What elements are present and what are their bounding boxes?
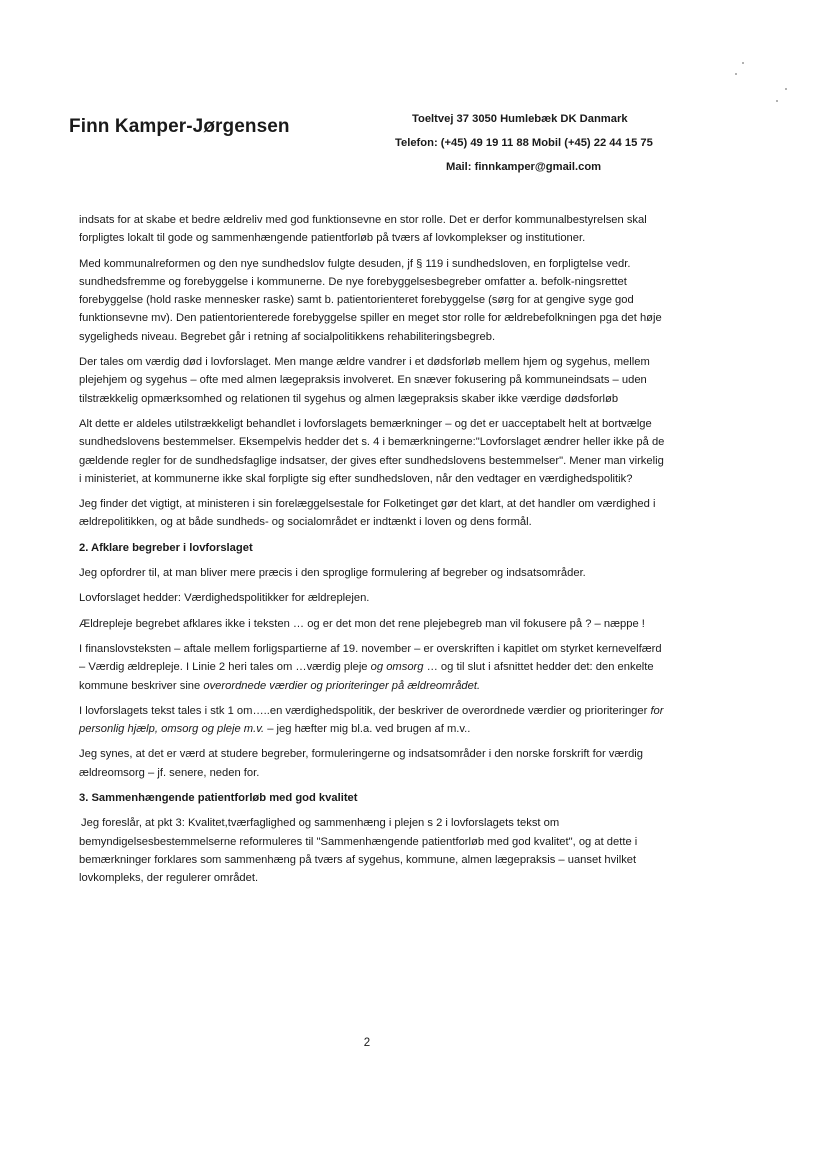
letter-body: [79, 211, 669, 895]
scan-speck: [742, 62, 744, 64]
contact-mail: Mail: finnkamper@gmail.com: [446, 161, 602, 173]
scan-speck: [735, 73, 737, 75]
paragraph: Der tales om værdig død i lovforslaget. Men mange ældre vandrer i et dødsforløb mellem hjem og sygehus, mellem plejehjem og sygehus – ofte med almen lægepraksis involveret. En snæver fokusering på kommuneindsats – uden tilstrækkelig opmærksomhed og relationen til sygehus og almen lægepraksis skaber ikke værdige dødsforløb: [79, 356, 650, 405]
author-name: Finn Kamper-Jørgensen: [69, 116, 290, 137]
paragraph: Jeg foreslår, at pkt 3: Kvalitet,tværfaglighed og sammenhæng i plejen s 2 i lovforslagets tekst om bemyndigelsesbestemmelserne reformuleres til "Sammenhængende patientforløb med god kvalitet", og at dette i bemærkninger forklares som sammenhæng på tværs af sygehus, kommune, almen lægepraksis – uanset hvilket lovkompleks, der regulerer området.: [79, 817, 638, 885]
paragraph: indsats for at skabe et bedre ældreliv med god funktionsevne en stor rolle. Det er derfor kommunalbestyrelsen skal forpligtes lokalt til gode og sammenhængende patientforløb på tværs af lovkomplekser og institutioner.: [79, 214, 647, 245]
text-span: I lovforslagets tekst tales i stk 1 om…..en værdighedspolitik, der beskriver de overordnede værdier og prioriteringer: [79, 704, 651, 717]
paragraph: Alt dette er aldeles utilstrækkeligt behandlet i lovforslagets bemærkninger – og det er uacceptabelt helt at bortvælge sundhedslovens bestemmelser. Eksempelvis hedder det s. 4 i bemærkningerne:"Lovforslaget ændrer heller ikke på de gældende regler for de sundhedsfaglige indsatser, der gives efter sundhedslovens bestemmelser". Mener man virkelig i ministeriet, at kommunerne ikke skal forpligte sig efter sundhedsloven, når den vedtager en værdighedspolitik?: [79, 417, 665, 485]
section-heading-3: 3. Sammenhængende patientforløb med god kvalitet: [79, 792, 358, 805]
paragraph: Jeg finder det vigtigt, at ministeren i sin forelæggelsestale for Folketinget gør det klart, at det handler om værdighed i ældrepolitikken, og at både sundheds- og socialområdet er indtænkt i loven og dens formål.: [79, 498, 656, 529]
text-span: – jeg hæfter mig bl.a. ved brugen af m.v..: [264, 723, 471, 736]
page-number: 2: [363, 1037, 371, 1049]
scan-speck: [776, 100, 778, 102]
paragraph: [79, 702, 669, 739]
italic-span: overordnede værdier og prioriteringer på ældreområdet.: [203, 679, 481, 692]
paragraph: Lovforslaget hedder: Værdighedspolitikker for ældreplejen.: [79, 592, 370, 605]
paragraph: Ældrepleje begrebet afklares ikke i teksten … og er det mon det rene plejebegreb man vil fokusere på ? – næppe !: [79, 617, 645, 630]
text-span: I finanslovsteksten – aftale mellem forligspartierne af 19. november – er overskriften i kapitlet om styrket kernevelfærd – Værdig ældrepleje. I Linie 2 heri tales om …værdig pleje: [79, 642, 662, 674]
italic-span: og omsorg: [370, 661, 424, 674]
contact-address: Toeltvej 37 3050 Humlebæk DK Danmark: [412, 113, 628, 125]
paragraph: [79, 640, 669, 695]
paragraph: Jeg synes, at det er værd at studere begreber, formuleringerne og indsatsområder i den norske forskrift for værdig ældreomsorg – jf. senere, neden for.: [79, 748, 644, 779]
section-heading-2: 2. Afklare begreber i lovforslaget: [79, 541, 253, 554]
italic-span: for personlig hjælp, omsorg og pleje m.v.: [79, 704, 664, 736]
paragraph: Med kommunalreformen og den nye sundhedslov fulgte desuden, jf § 119 i sundhedsloven, en forpligtelse vedr. sundhedsfremme og forebyggelse i kommunerne. De nye forebyggelsesbegreber omfatter a. befolk-ningsrettet forebyggelse (hold raske mennesker raske) samt b. patientorienteret forebyggelse (sørg for at gengive syge god funktionsevne mv). Den patientorienterede forebyggelse spiller en meget stor rolle for ældrebefolkningen pga det høje sygeligheds niveau. Begrebet går i retning af socialpolitikkens rehabiliteringsbegreb.: [79, 257, 662, 343]
text-span: … og til slut i afsnittet hedder det: den enkelte kommune beskriver sine: [79, 661, 654, 692]
contact-phone: Telefon: (+45) 49 19 11 88 Mobil (+45) 22 44 15 75: [395, 137, 653, 149]
paragraph: Jeg opfordrer til, at man bliver mere præcis i den sproglige formulering af begreber og indsatsområder.: [79, 567, 586, 580]
scan-speck: [785, 88, 787, 90]
